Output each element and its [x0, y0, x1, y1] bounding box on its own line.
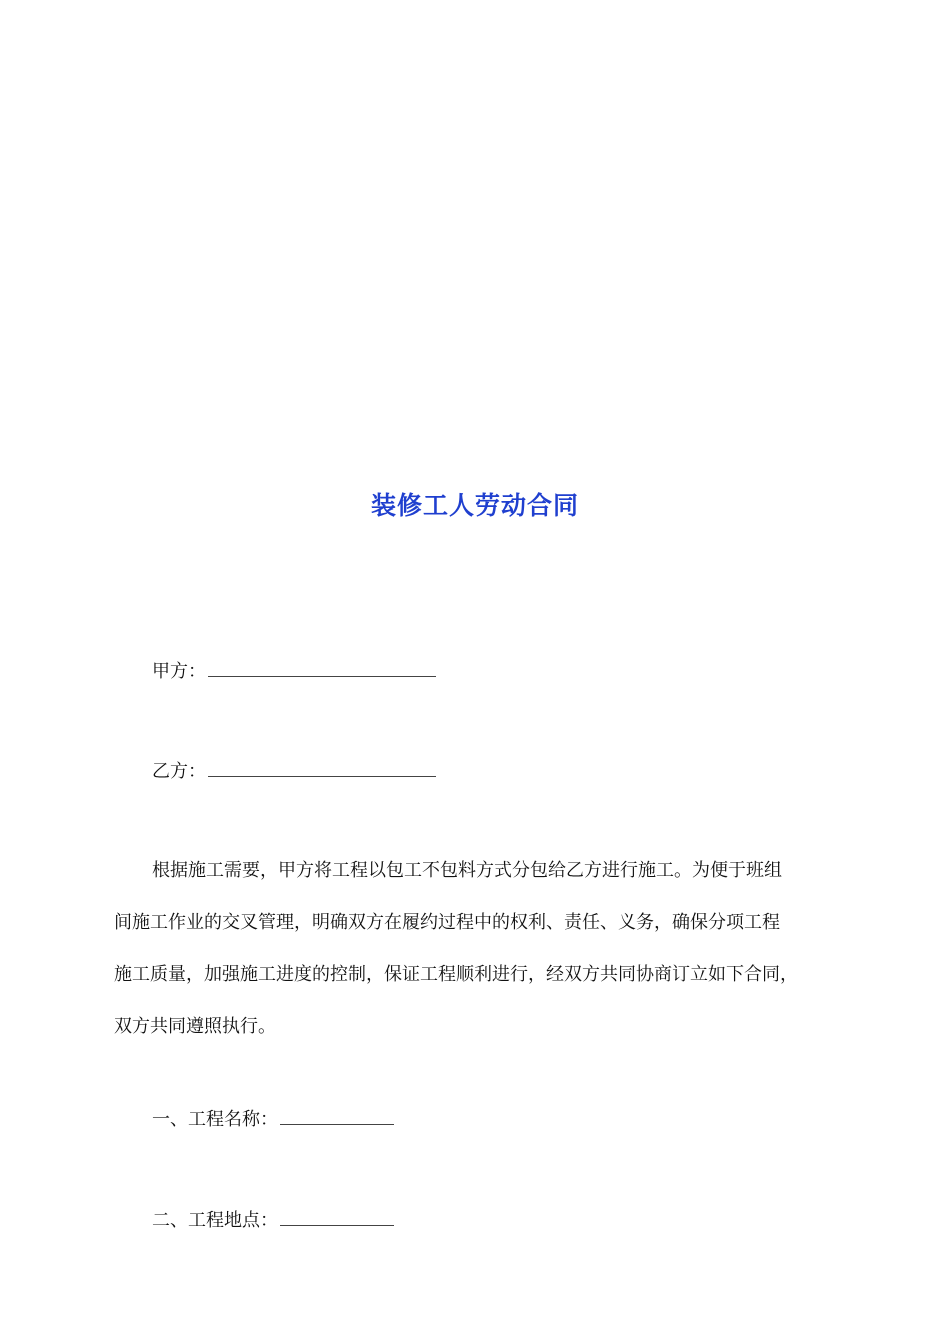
party-a-blank [208, 660, 436, 677]
party-b-line [152, 760, 436, 783]
clause-1-label: 一、工程名称： [152, 1109, 278, 1130]
clause-2-line [152, 1209, 394, 1232]
intro-line: 双方共同遵照执行。 [114, 1016, 276, 1037]
intro-line: 施工质量，加强施工进度的控制，保证工程顺利进行，经双方共同协商订立如下合同， [114, 964, 798, 985]
clause-2-blank [280, 1209, 394, 1226]
party-b-label: 乙方： [152, 761, 206, 782]
clause-1-line [152, 1108, 394, 1131]
party-b-blank [208, 760, 436, 777]
document-title: 装修工人劳动合同 [370, 491, 579, 520]
party-a-line [152, 660, 436, 683]
party-a-label: 甲方： [152, 661, 206, 682]
clause-1-blank [280, 1108, 394, 1125]
clause-2-label: 二、工程地点： [152, 1210, 278, 1231]
intro-line: 根据施工需要，甲方将工程以包工不包料方式分包给乙方进行施工。为便于班组 [152, 860, 782, 881]
intro-line: 间施工作业的交叉管理，明确双方在履约过程中的权利、责任、义务，确保分项工程 [114, 912, 780, 933]
